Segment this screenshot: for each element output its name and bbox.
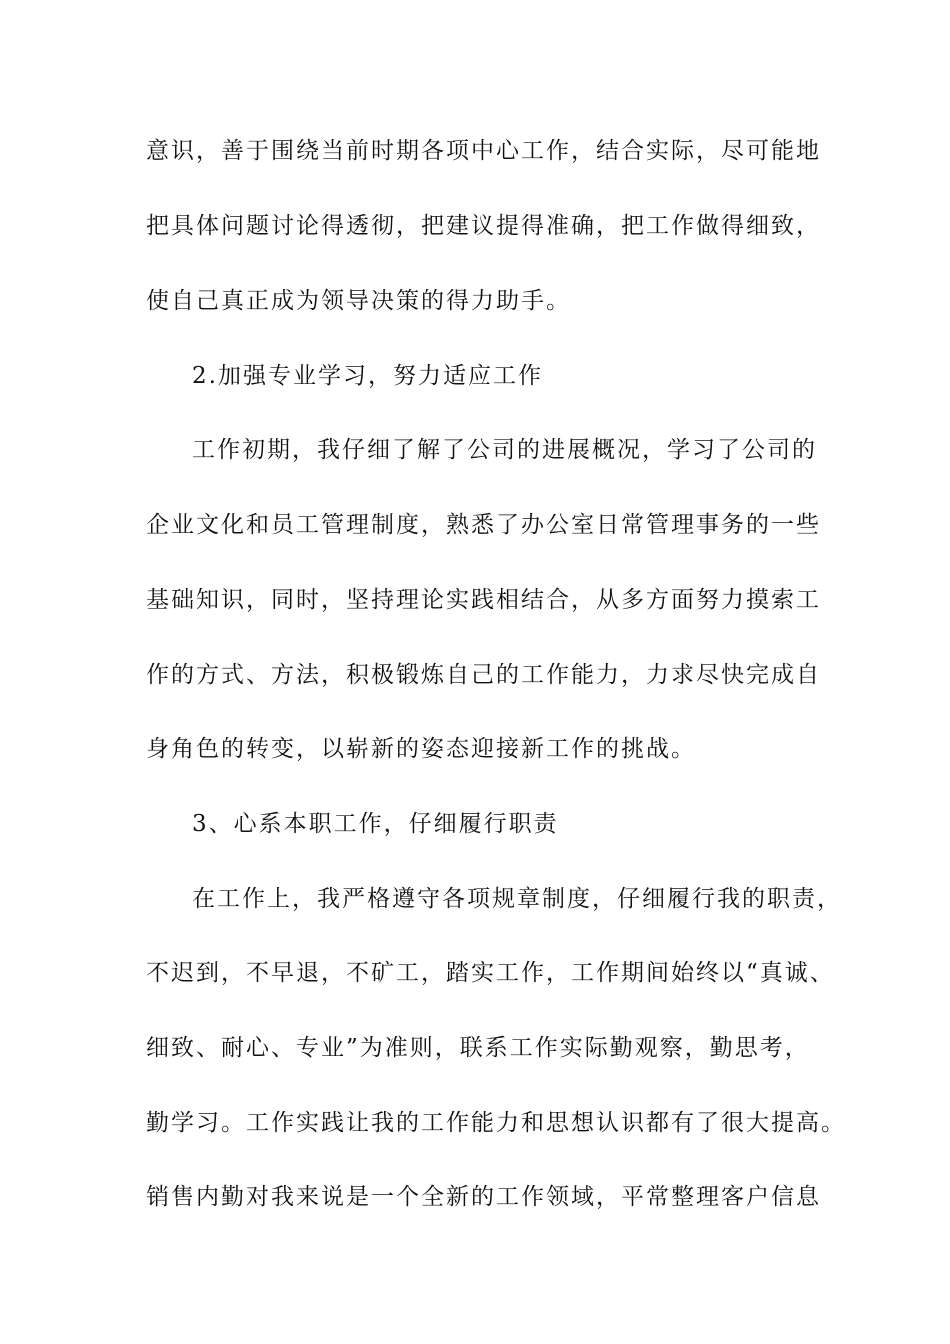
text-line: 使自己真正成为领导决策的得力助手。 — [146, 288, 571, 314]
text-line: 细致、耐心、专业”为准则，联系工作实际勤观察，勤思考， — [146, 1035, 810, 1061]
text-line: 基础知识，同时，坚持理论实践相结合，从多方面努力摸索工 — [146, 587, 821, 613]
text-line: 在工作上，我严格遵守各项规章制度，仔细履行我的职责， — [192, 886, 842, 912]
text-line: 作的方式、方法，积极锻炼自己的工作能力，力求尽快完成自 — [146, 662, 821, 688]
text-line: 勤学习。工作实践让我的工作能力和思想认识都有了很大提高。 — [146, 1110, 846, 1136]
text-line: 企业文化和员工管理制度，熟悉了办公室日常管理事务的一些 — [146, 512, 821, 538]
text-line: 把具体问题讨论得透彻，把建议提得准确，把工作做得细致， — [146, 213, 821, 239]
text-line: 销售内勤对我来说是一个全新的工作领域，平常整理客户信息 — [146, 1184, 821, 1210]
text-line: 不迟到，不早退，不矿工，踏实工作，工作期间始终以“真诚、 — [146, 960, 835, 986]
text-line: 身角色的转变，以崭新的姿态迎接新工作的挑战。 — [146, 736, 696, 762]
section-heading: 2.加强专业学习，努力适应工作 — [192, 363, 543, 389]
text-line: 工作初期，我仔细了解了公司的进展概况，学习了公司的 — [192, 437, 817, 463]
text-line: 意识，善于围绕当前时期各项中心工作，结合实际，尽可能地 — [146, 138, 821, 164]
section-heading: 3、心系本职工作，仔细履行职责 — [192, 811, 559, 837]
